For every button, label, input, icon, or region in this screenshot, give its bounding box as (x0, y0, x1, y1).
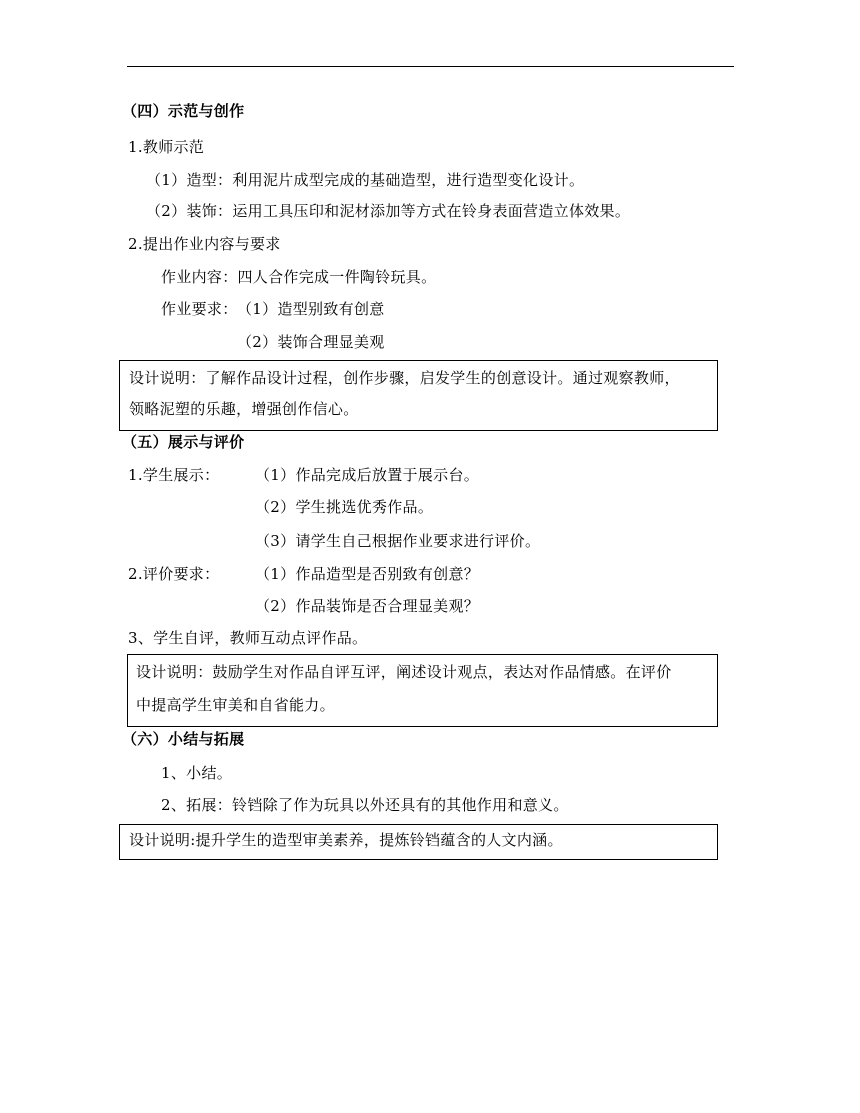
section4-req-label: 作业要求： (161, 300, 238, 318)
section6-design-note-box (119, 824, 718, 860)
section4-sub1: （1）造型：利用泥片成型完成的基础造型，进行造型变化设计。 (146, 171, 585, 189)
section6-heading: （六）小结与拓展 (122, 730, 245, 748)
section6-note-line1: 设计说明:提升学生的造型审美素养，提炼铃铛蕴含的人文内涵。 (129, 831, 563, 849)
section5-item2-label: 2.评价要求： (128, 565, 220, 583)
section4-heading: （四）示范与创作 (122, 102, 245, 120)
section4-item2: 2.提出作业内容与要求 (128, 235, 281, 253)
section5-design-note-box (127, 654, 718, 727)
section5-note-line1: 设计说明：鼓励学生对作品自评互评，阐述设计观点，表达对作品情感。在评价 (136, 663, 672, 681)
section4-note-line2: 领略泥塑的乐趣，增强创作信心。 (129, 400, 359, 418)
section5-eval1: （1）作品造型是否别致有创意？ (255, 565, 480, 583)
section4-req1: （1）造型别致有创意 (237, 300, 385, 318)
section5-item3: 3、学生自评，教师互动点评作品。 (128, 629, 368, 647)
section4-sub2: （2）装饰：运用工具压印和泥材添加等方式在铃身表面营造立体效果。 (146, 202, 631, 220)
section4-design-note-box (119, 360, 718, 431)
section5-show3: （3）请学生自己根据作业要求进行评价。 (255, 532, 541, 550)
section5-note-line2: 中提高学生审美和自省能力。 (136, 696, 335, 714)
section4-note-line1: 设计说明：了解作品设计过程，创作步骤，启发学生的创意设计。通过观察教师， (129, 369, 680, 387)
section6-item2: 2、拓展：铃铛除了作为玩具以外还具有的其他作用和意义。 (161, 796, 569, 814)
section5-show1: （1）作品完成后放置于展示台。 (255, 466, 480, 484)
section5-show2: （2）学生挑选优秀作品。 (255, 498, 434, 516)
header-rule (127, 66, 734, 67)
section5-item1-label: 1.学生展示： (128, 466, 220, 484)
section4-req2: （2）装饰合理显美观 (237, 333, 385, 351)
section6-item1: 1、小结。 (161, 764, 233, 782)
section5-heading: （五）展示与评价 (122, 433, 245, 451)
section5-eval2: （2）作品装饰是否合理显美观？ (255, 597, 480, 615)
section4-item1: 1.教师示范 (128, 138, 205, 156)
section4-content: 作业内容：四人合作完成一件陶铃玩具。 (161, 268, 437, 286)
